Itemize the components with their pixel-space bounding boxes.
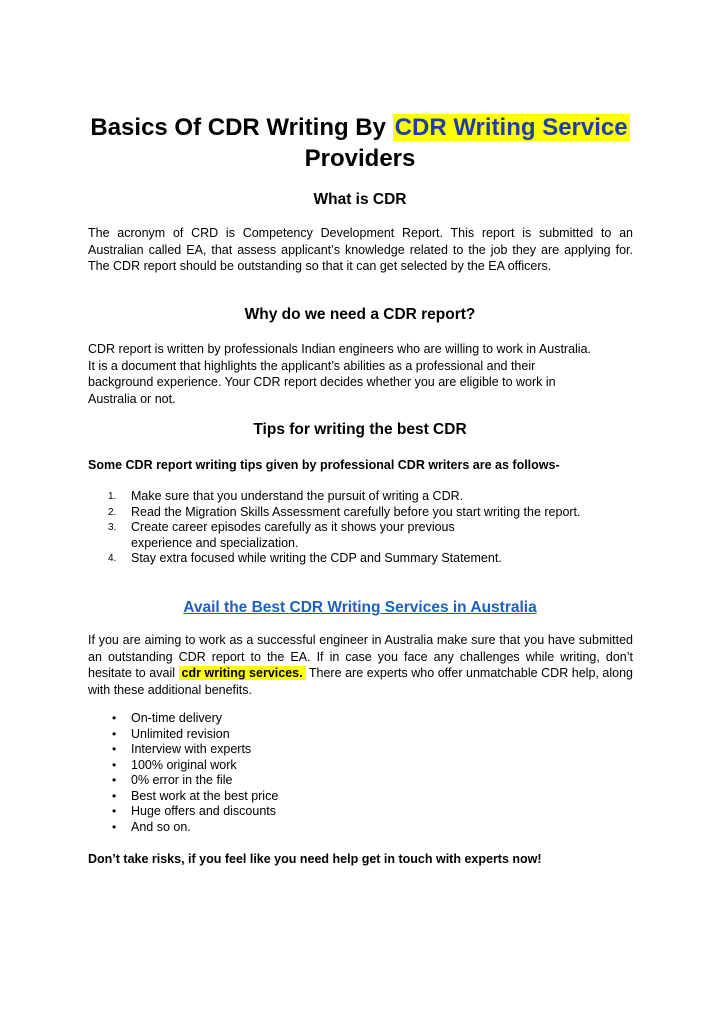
list-item — [88, 520, 633, 551]
bullet-icon: • — [112, 819, 117, 834]
list-item — [88, 773, 633, 789]
heading-why-cdr: Why do we need a CDR report? — [244, 306, 476, 323]
list-item — [88, 804, 633, 820]
title-part2: Providers — [304, 145, 416, 172]
list-number: 3. — [108, 522, 117, 533]
bullet-icon: • — [112, 757, 117, 772]
list-item — [88, 551, 633, 567]
list-number: 4. — [108, 553, 117, 564]
paragraph-avail-before: If you are aiming to work as a successful engineer in Australia make sure that you have submitted an outstanding CDR report to the EA. If in case you face any challenges while writing, don’t hesitate to avail — [88, 633, 633, 680]
list-item-text: Huge offers and discounts — [131, 804, 277, 818]
document-title — [60, 112, 660, 174]
bullet-icon: • — [112, 788, 117, 803]
list-item — [88, 820, 633, 836]
list-item-text: On-time delivery — [131, 711, 222, 725]
bullet-icon: • — [112, 804, 117, 818]
list-item-text: Unlimited revision — [131, 726, 230, 741]
list-item-text: 100% original work — [131, 757, 237, 772]
list-number: 2. — [108, 506, 117, 518]
list-item-text: Make sure that you understand the pursuit of writing a CDR. — [131, 489, 464, 503]
list-item — [88, 711, 633, 727]
paragraph-avail — [88, 632, 633, 698]
list-item — [88, 789, 633, 805]
list-item — [88, 758, 633, 774]
list-item-text: Read the Migration Skills Assessment carefully before you start writing the report. — [131, 504, 581, 519]
cdr-services-highlight[interactable]: cdr writing services. — [179, 666, 306, 680]
heading-what-is-cdr: What is CDR — [313, 191, 407, 208]
paragraph-line: CDR report is written by professionals Indian engineers who are willing to work in Australia. — [88, 342, 592, 356]
bullet-icon: • — [112, 773, 117, 787]
list-item — [88, 489, 633, 505]
tips-list — [88, 489, 633, 567]
benefits-list — [88, 711, 633, 835]
list-item — [88, 727, 633, 743]
paragraph-why-cdr — [88, 341, 633, 407]
list-item-text: Interview with experts — [131, 742, 252, 756]
bullet-icon: • — [112, 742, 117, 756]
tips-intro: Some CDR report writing tips given by professional CDR writers are as follows- — [88, 458, 560, 472]
paragraph-avail-after: There are experts who offer unmatchable CDR help, along with these additional benefits. — [88, 666, 633, 697]
list-item — [88, 742, 633, 758]
title-highlight: CDR Writing Service — [394, 114, 628, 141]
list-item — [88, 505, 633, 521]
paragraph-what-is-cdr: The acronym of CRD is Competency Development Report. This report is submitted to an Australian called EA, that assess applicant’s knowledge related to the job they are applying for. The CDR report should be outstanding so that it can get selected by the EA officers. — [88, 226, 633, 273]
heading-tips: Tips for writing the best CDR — [253, 421, 467, 438]
list-item-text: Best work at the best price — [131, 788, 279, 803]
bullet-icon: • — [112, 726, 117, 741]
paragraph-line: background experience. Your CDR report decides whether you are eligible to work in — [88, 375, 556, 389]
title-part1: Basics Of CDR Writing By — [90, 114, 393, 141]
list-item-text: 0% error in the file — [131, 773, 233, 787]
list-item-text: Stay extra focused while writing the CDP and Summary Statement. — [131, 551, 502, 565]
paragraph-line: It is a document that highlights the applicant’s abilities as a professional and their — [88, 358, 536, 373]
list-number: 1. — [108, 491, 117, 502]
paragraph-line: Australia or not. — [88, 391, 176, 406]
list-item-text: Create career episodes carefully as it shows your previous experience and specialization. — [131, 520, 455, 550]
list-item-text: And so on. — [131, 819, 191, 834]
closing-line: Don’t take risks, if you feel like you need help get in touch with experts now! — [88, 852, 542, 866]
bullet-icon: • — [112, 711, 117, 725]
heading-avail-services-link[interactable]: Avail the Best CDR Writing Services in Australia — [183, 599, 537, 616]
